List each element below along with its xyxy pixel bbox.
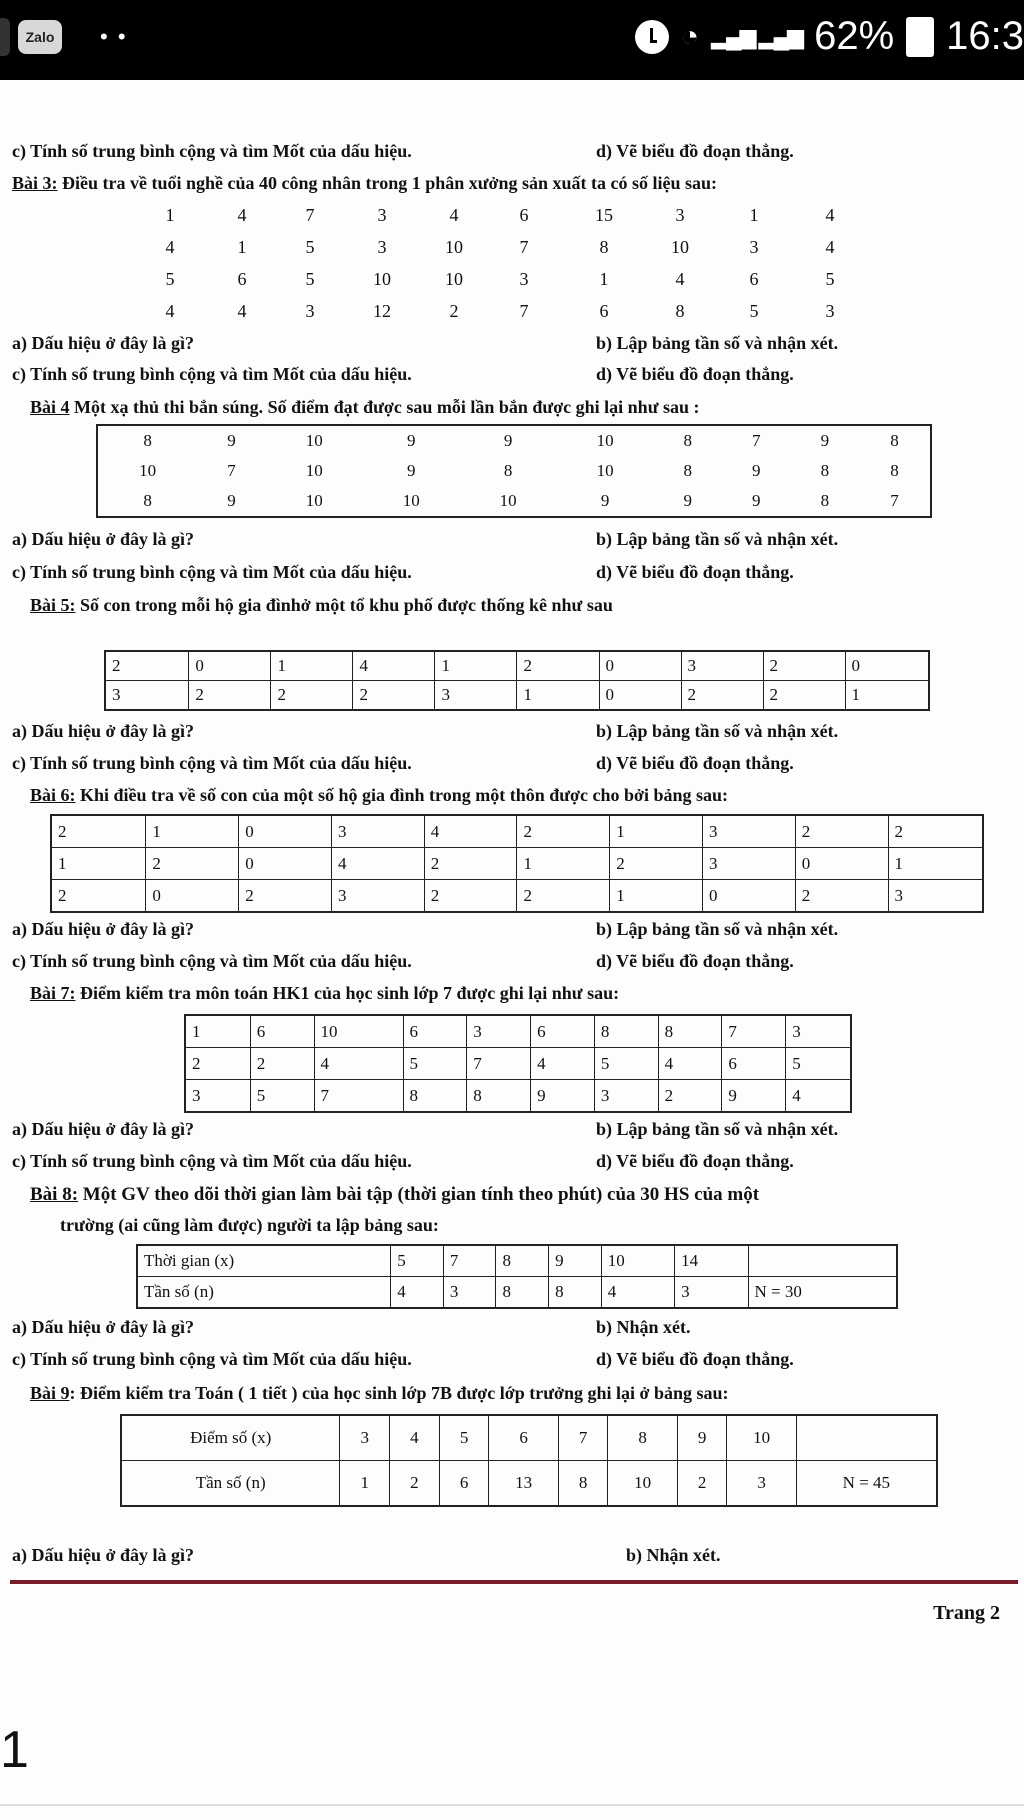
data-value: 4 bbox=[237, 301, 247, 321]
question-a: a) Dấu hiệu ở đây là gì? bbox=[12, 1317, 194, 1337]
table-cell: 1 bbox=[185, 1015, 250, 1048]
table-cell: 10 bbox=[596, 461, 614, 480]
question-b: b) Lập bảng tần số và nhận xét. bbox=[596, 333, 839, 353]
table-cell: 10 bbox=[402, 491, 420, 510]
table-cell: 2 bbox=[271, 681, 353, 711]
signal-icon: ▂▄▆ ▂▄▆ bbox=[711, 23, 803, 49]
page-divider bbox=[10, 1580, 1018, 1584]
table-cell: 8 bbox=[683, 461, 693, 480]
table-cell: 9 bbox=[683, 491, 693, 510]
table-cell: 9 bbox=[820, 431, 830, 450]
table-row bbox=[105, 681, 929, 711]
table-cell: 9 bbox=[722, 1080, 786, 1113]
question-b: b) Lập bảng tần số và nhận xét. bbox=[596, 529, 839, 549]
table-cell: 5 bbox=[250, 1080, 314, 1113]
table-cell: 0 bbox=[146, 880, 239, 913]
table-cell: 10 bbox=[601, 1245, 674, 1277]
table-cell: 3 bbox=[888, 880, 983, 913]
table-cell: 7 bbox=[890, 491, 899, 510]
table-cell: 7 bbox=[227, 461, 236, 480]
table-cell: 4 bbox=[390, 1415, 440, 1461]
table-cell: 3 bbox=[185, 1080, 250, 1113]
table-cell: 8 bbox=[143, 431, 152, 450]
table-cell: 2 bbox=[105, 651, 189, 681]
exercise-6-heading: Bài 6: Khi điều tra về số con của một số hộ gia đình trong một thôn được cho bởi bảng sau: bbox=[30, 785, 729, 805]
table-cell: 2 bbox=[517, 815, 610, 848]
data-value: 6 bbox=[749, 269, 759, 289]
table-cell: 1 bbox=[888, 848, 983, 880]
question-b: b) Nhận xét. bbox=[626, 1545, 721, 1565]
table-cell: Tần số (n) bbox=[121, 1461, 340, 1507]
table-cell: 4 bbox=[531, 1048, 595, 1080]
table-cell: 5 bbox=[594, 1048, 658, 1080]
table-cell: 1 bbox=[610, 880, 703, 913]
data-value: 5 bbox=[305, 269, 315, 289]
table-cell: 10 bbox=[499, 491, 517, 510]
table-row bbox=[105, 651, 929, 681]
question-b: b) Lập bảng tần số và nhận xét. bbox=[596, 919, 839, 939]
table-cell: 9 bbox=[227, 431, 236, 450]
data-value: 4 bbox=[165, 237, 175, 257]
table-cell: 2 bbox=[517, 880, 610, 913]
table-cell: 2 bbox=[763, 651, 845, 681]
table-row bbox=[51, 815, 983, 848]
question-c: c) Tính số trung bình cộng và tìm Mốt của dấu hiệu. bbox=[12, 753, 412, 773]
table-cell: 0 bbox=[239, 815, 332, 848]
data-value: 6 bbox=[519, 205, 529, 225]
table-cell: 8 bbox=[467, 1080, 531, 1113]
table-cell: 9 bbox=[752, 491, 761, 510]
data-value: 10 bbox=[373, 269, 391, 289]
table-cell: 2 bbox=[185, 1048, 250, 1080]
question-d: d) Vẽ biểu đồ đoạn thẳng. bbox=[596, 364, 794, 384]
table-cell: 5 bbox=[391, 1245, 444, 1277]
table-cell: 1 bbox=[51, 848, 146, 880]
table-cell: Điểm số (x) bbox=[121, 1415, 340, 1461]
data-value: 1 bbox=[165, 205, 175, 225]
table-cell: 2 bbox=[517, 651, 599, 681]
question-c: c) Tính số trung bình cộng và tìm Mốt của dấu hiệu. bbox=[12, 141, 412, 161]
table-cell: 9 bbox=[549, 1245, 602, 1277]
table-cell: 1 bbox=[340, 1461, 390, 1507]
exercise-8-heading-cont: trường (ai cũng làm được) người ta lập bảng sau: bbox=[60, 1215, 439, 1235]
data-value: 8 bbox=[599, 237, 609, 257]
table-cell: 10 bbox=[314, 1015, 403, 1048]
data-value: 3 bbox=[825, 301, 835, 321]
table-cell: 7 bbox=[443, 1245, 496, 1277]
data-value: 1 bbox=[237, 237, 247, 257]
exercise-9-heading: Bài 9: Điểm kiểm tra Toán ( 1 tiết ) của học sinh lớp 7B được lớp trưởng ghi lại ở bảng sau: bbox=[30, 1383, 729, 1403]
table-cell: 2 bbox=[610, 848, 703, 880]
question-d: d) Vẽ biểu đồ đoạn thẳng. bbox=[596, 1349, 794, 1369]
table-cell: 9 bbox=[677, 1415, 727, 1461]
data-value: 4 bbox=[449, 205, 459, 225]
data-value: 4 bbox=[825, 237, 835, 257]
data-value: 4 bbox=[675, 269, 685, 289]
table-cell: 3 bbox=[675, 1277, 748, 1309]
table-cell: 10 bbox=[305, 461, 323, 480]
data-value: 10 bbox=[445, 269, 463, 289]
table-cell: 1 bbox=[517, 848, 610, 880]
exercise-4-heading: Bài 4 Một xạ thủ thi bắn súng. Số điểm đạt được sau mỗi lần bắn được ghi lại như sau : bbox=[30, 397, 700, 417]
table-cell: 2 bbox=[763, 681, 845, 711]
table-cell: 10 bbox=[608, 1461, 677, 1507]
table-cell: 8 bbox=[594, 1015, 658, 1048]
table-cell: 8 bbox=[658, 1015, 722, 1048]
table-cell: 4 bbox=[424, 815, 517, 848]
table-row bbox=[51, 880, 983, 913]
table-cell bbox=[796, 1415, 937, 1461]
data-value: 4 bbox=[237, 205, 247, 225]
table-row bbox=[121, 1415, 937, 1461]
table-cell: 10 bbox=[305, 491, 323, 510]
question-a: a) Dấu hiệu ở đây là gì? bbox=[12, 529, 194, 549]
table-cell: 0 bbox=[845, 651, 929, 681]
table-cell: 8 bbox=[143, 491, 152, 510]
table-cell: 1 bbox=[610, 815, 703, 848]
data-value: 1 bbox=[599, 269, 609, 289]
table-cell: 2 bbox=[681, 681, 763, 711]
table-cell: 2 bbox=[795, 815, 888, 848]
table-cell: 2 bbox=[390, 1461, 440, 1507]
data-value: 15 bbox=[595, 205, 613, 225]
table-cell: 3 bbox=[443, 1277, 496, 1309]
table-cell: 1 bbox=[146, 815, 239, 848]
table-cell: 6 bbox=[403, 1015, 467, 1048]
question-a: a) Dấu hiệu ở đây là gì? bbox=[12, 1545, 194, 1565]
data-value: 3 bbox=[519, 269, 529, 289]
table-cell: 2 bbox=[353, 681, 435, 711]
table-cell: 3 bbox=[435, 681, 517, 711]
table-cell: 2 bbox=[239, 880, 332, 913]
data-value: 3 bbox=[305, 301, 315, 321]
table-cell: 0 bbox=[239, 848, 332, 880]
question-c: c) Tính số trung bình cộng và tìm Mốt của dấu hiệu. bbox=[12, 1151, 412, 1171]
table-cell: 6 bbox=[531, 1015, 595, 1048]
table-cell: 2 bbox=[146, 848, 239, 880]
table-cell: 3 bbox=[727, 1461, 796, 1507]
exercise-7-table bbox=[184, 1014, 852, 1113]
table-cell: 3 bbox=[681, 651, 763, 681]
table-cell: 0 bbox=[795, 848, 888, 880]
question-d: d) Vẽ biểu đồ đoạn thẳng. bbox=[596, 141, 794, 161]
table-cell: 2 bbox=[658, 1080, 722, 1113]
question-c: c) Tính số trung bình cộng và tìm Mốt của dấu hiệu. bbox=[12, 1349, 412, 1369]
table-cell: 7 bbox=[722, 1015, 786, 1048]
table-cell: 8 bbox=[549, 1277, 602, 1309]
table-cell: 4 bbox=[353, 651, 435, 681]
table-cell: 8 bbox=[496, 1245, 549, 1277]
alarm-icon bbox=[635, 20, 669, 54]
table-row bbox=[185, 1080, 851, 1113]
table-cell: N = 45 bbox=[796, 1461, 937, 1507]
exercise-5-table bbox=[104, 650, 930, 711]
data-value: 7 bbox=[519, 301, 529, 321]
data-value: 1 bbox=[749, 205, 759, 225]
exercise-4-table bbox=[96, 424, 932, 518]
exercise-6-table bbox=[50, 814, 984, 913]
table-row bbox=[51, 848, 983, 880]
question-c: c) Tính số trung bình cộng và tìm Mốt của dấu hiệu. bbox=[12, 951, 412, 971]
table-cell: 6 bbox=[439, 1461, 489, 1507]
table-row bbox=[121, 1461, 937, 1507]
table-cell: 2 bbox=[424, 880, 517, 913]
question-a: a) Dấu hiệu ở đây là gì? bbox=[12, 333, 194, 353]
table-cell: 8 bbox=[820, 461, 830, 480]
status-bar bbox=[0, 0, 1024, 80]
question-d: d) Vẽ biểu đồ đoạn thẳng. bbox=[596, 753, 794, 773]
table-cell: 14 bbox=[675, 1245, 748, 1277]
table-cell: 9 bbox=[600, 491, 610, 510]
table-cell: 7 bbox=[314, 1080, 403, 1113]
table-cell: 1 bbox=[845, 681, 929, 711]
table-cell: 4 bbox=[331, 848, 424, 880]
question-b: b) Nhận xét. bbox=[596, 1317, 691, 1337]
clock: 16:3 bbox=[946, 14, 1024, 58]
data-value: 6 bbox=[237, 269, 247, 289]
document-page bbox=[0, 80, 1024, 1820]
table-row bbox=[185, 1048, 851, 1080]
table-cell: 1 bbox=[435, 651, 517, 681]
table-cell: 10 bbox=[596, 431, 614, 450]
table-cell: 3 bbox=[340, 1415, 390, 1461]
table-cell: 2 bbox=[677, 1461, 727, 1507]
table-row bbox=[137, 1245, 897, 1277]
data-value: 4 bbox=[825, 205, 835, 225]
battery-icon bbox=[906, 17, 934, 57]
question-d: d) Vẽ biểu đồ đoạn thẳng. bbox=[596, 1151, 794, 1171]
table-cell: 4 bbox=[314, 1048, 403, 1080]
data-value: 3 bbox=[377, 237, 387, 257]
table-cell: 8 bbox=[403, 1080, 467, 1113]
table-cell: 8 bbox=[503, 461, 513, 480]
exercise-3-heading: Bài 3: Điều tra về tuổi nghề của 40 công nhân trong 1 phân xưởng sản xuất ta có số liệu sau: bbox=[12, 173, 718, 193]
table-cell: Tần số (n) bbox=[137, 1277, 391, 1309]
table-cell: 2 bbox=[189, 681, 271, 711]
question-b: b) Lập bảng tần số và nhận xét. bbox=[596, 1119, 839, 1139]
data-value: 8 bbox=[675, 301, 685, 321]
table-cell: 13 bbox=[489, 1461, 558, 1507]
table-cell: 0 bbox=[599, 651, 681, 681]
table-cell: 9 bbox=[503, 431, 513, 450]
table-cell: 3 bbox=[786, 1015, 851, 1048]
question-c: c) Tính số trung bình cộng và tìm Mốt của dấu hiệu. bbox=[12, 364, 412, 384]
bottom-divider bbox=[0, 1804, 1024, 1806]
exercise-9-table bbox=[120, 1414, 938, 1507]
page-number: Trang 2 bbox=[933, 1602, 1000, 1624]
exercise-5-heading: Bài 5: Số con trong mỗi hộ gia đìnhở một tổ khu phố được thống kê như sau bbox=[30, 595, 613, 615]
table-row bbox=[97, 486, 931, 517]
table-cell: 2 bbox=[888, 815, 983, 848]
table-cell: 2 bbox=[51, 815, 146, 848]
data-value: 7 bbox=[519, 237, 529, 257]
table-cell: 2 bbox=[795, 880, 888, 913]
table-cell: 2 bbox=[250, 1048, 314, 1080]
question-b: b) Lập bảng tần số và nhận xét. bbox=[596, 721, 839, 741]
table-cell: 3 bbox=[703, 848, 796, 880]
data-value: 5 bbox=[749, 301, 759, 321]
table-cell: 8 bbox=[820, 491, 830, 510]
table-cell: 4 bbox=[658, 1048, 722, 1080]
table-cell: 9 bbox=[406, 431, 416, 450]
table-cell: 8 bbox=[608, 1415, 677, 1461]
data-value: 10 bbox=[671, 237, 689, 257]
table-cell: 8 bbox=[890, 431, 899, 450]
table-cell: 3 bbox=[331, 880, 424, 913]
table-cell: 8 bbox=[683, 431, 693, 450]
table-cell: 5 bbox=[403, 1048, 467, 1080]
data-value: 2 bbox=[449, 301, 459, 321]
wifi-icon: ◔ bbox=[680, 19, 700, 53]
table-cell: 7 bbox=[752, 431, 761, 450]
table-cell: 6 bbox=[722, 1048, 786, 1080]
table-cell: 1 bbox=[271, 651, 353, 681]
data-value: 5 bbox=[165, 269, 175, 289]
table-cell: 3 bbox=[703, 815, 796, 848]
table-cell: 8 bbox=[558, 1461, 608, 1507]
table-row bbox=[97, 425, 931, 456]
table-row bbox=[185, 1015, 851, 1048]
zalo-app-icon[interactable]: Zalo bbox=[18, 20, 62, 54]
table-cell: 10 bbox=[727, 1415, 796, 1461]
table-cell: 3 bbox=[467, 1015, 531, 1048]
question-d: d) Vẽ biểu đồ đoạn thẳng. bbox=[596, 951, 794, 971]
table-cell: 9 bbox=[227, 491, 236, 510]
data-value: 6 bbox=[599, 301, 609, 321]
table-cell: 0 bbox=[703, 880, 796, 913]
data-value: 3 bbox=[675, 205, 685, 225]
more-notifications-dots: • • bbox=[100, 24, 128, 49]
exercise-7-heading: Bài 7: Điểm kiểm tra môn toán HK1 của học sinh lớp 7 được ghi lại như sau: bbox=[30, 983, 620, 1003]
table-cell: 4 bbox=[391, 1277, 444, 1309]
table-cell: 6 bbox=[489, 1415, 558, 1461]
table-cell: 7 bbox=[558, 1415, 608, 1461]
table-cell: 9 bbox=[531, 1080, 595, 1113]
data-value: 10 bbox=[445, 237, 463, 257]
table-cell: 5 bbox=[786, 1048, 851, 1080]
table-cell: 1 bbox=[517, 681, 599, 711]
data-value: 3 bbox=[749, 237, 759, 257]
table-cell: Thời gian (x) bbox=[137, 1245, 391, 1277]
table-cell: 8 bbox=[890, 461, 899, 480]
question-c: c) Tính số trung bình cộng và tìm Mốt của dấu hiệu. bbox=[12, 562, 412, 582]
table-cell: N = 30 bbox=[748, 1277, 897, 1309]
question-a: a) Dấu hiệu ở đây là gì? bbox=[12, 919, 194, 939]
table-cell: 9 bbox=[406, 461, 416, 480]
data-value: 7 bbox=[305, 205, 315, 225]
table-cell: 8 bbox=[496, 1277, 549, 1309]
data-value: 5 bbox=[305, 237, 315, 257]
table-cell: 3 bbox=[594, 1080, 658, 1113]
table-row bbox=[137, 1277, 897, 1309]
question-a: a) Dấu hiệu ở đây là gì? bbox=[12, 1119, 194, 1139]
table-cell: 3 bbox=[331, 815, 424, 848]
exercise-8-table bbox=[136, 1244, 898, 1309]
table-cell: 7 bbox=[467, 1048, 531, 1080]
table-cell: 2 bbox=[51, 880, 146, 913]
table-cell: 10 bbox=[139, 461, 157, 480]
page-marker: 1 bbox=[0, 1721, 29, 1779]
data-value: 4 bbox=[165, 301, 175, 321]
table-cell: 2 bbox=[424, 848, 517, 880]
battery-percent: 62% bbox=[814, 14, 895, 58]
table-cell: 0 bbox=[599, 681, 681, 711]
question-d: d) Vẽ biểu đồ đoạn thẳng. bbox=[596, 562, 794, 582]
question-a: a) Dấu hiệu ở đây là gì? bbox=[12, 721, 194, 741]
table-row bbox=[97, 456, 931, 486]
data-value: 12 bbox=[373, 301, 391, 321]
data-value: 3 bbox=[377, 205, 387, 225]
table-cell: 5 bbox=[439, 1415, 489, 1461]
table-cell: 3 bbox=[105, 681, 189, 711]
table-cell: 9 bbox=[752, 461, 761, 480]
table-cell: 4 bbox=[786, 1080, 851, 1113]
table-cell: 4 bbox=[601, 1277, 674, 1309]
data-value: 5 bbox=[825, 269, 835, 289]
table-cell: 0 bbox=[189, 651, 271, 681]
table-cell: 6 bbox=[250, 1015, 314, 1048]
exercise-8-heading: Bài 8: Một GV theo dõi thời gian làm bài tập (thời gian tính theo phút) của 30 HS của một bbox=[30, 1184, 760, 1205]
table-cell: 10 bbox=[305, 431, 323, 450]
table-cell bbox=[748, 1245, 897, 1277]
prev-app-indicator bbox=[0, 18, 10, 56]
